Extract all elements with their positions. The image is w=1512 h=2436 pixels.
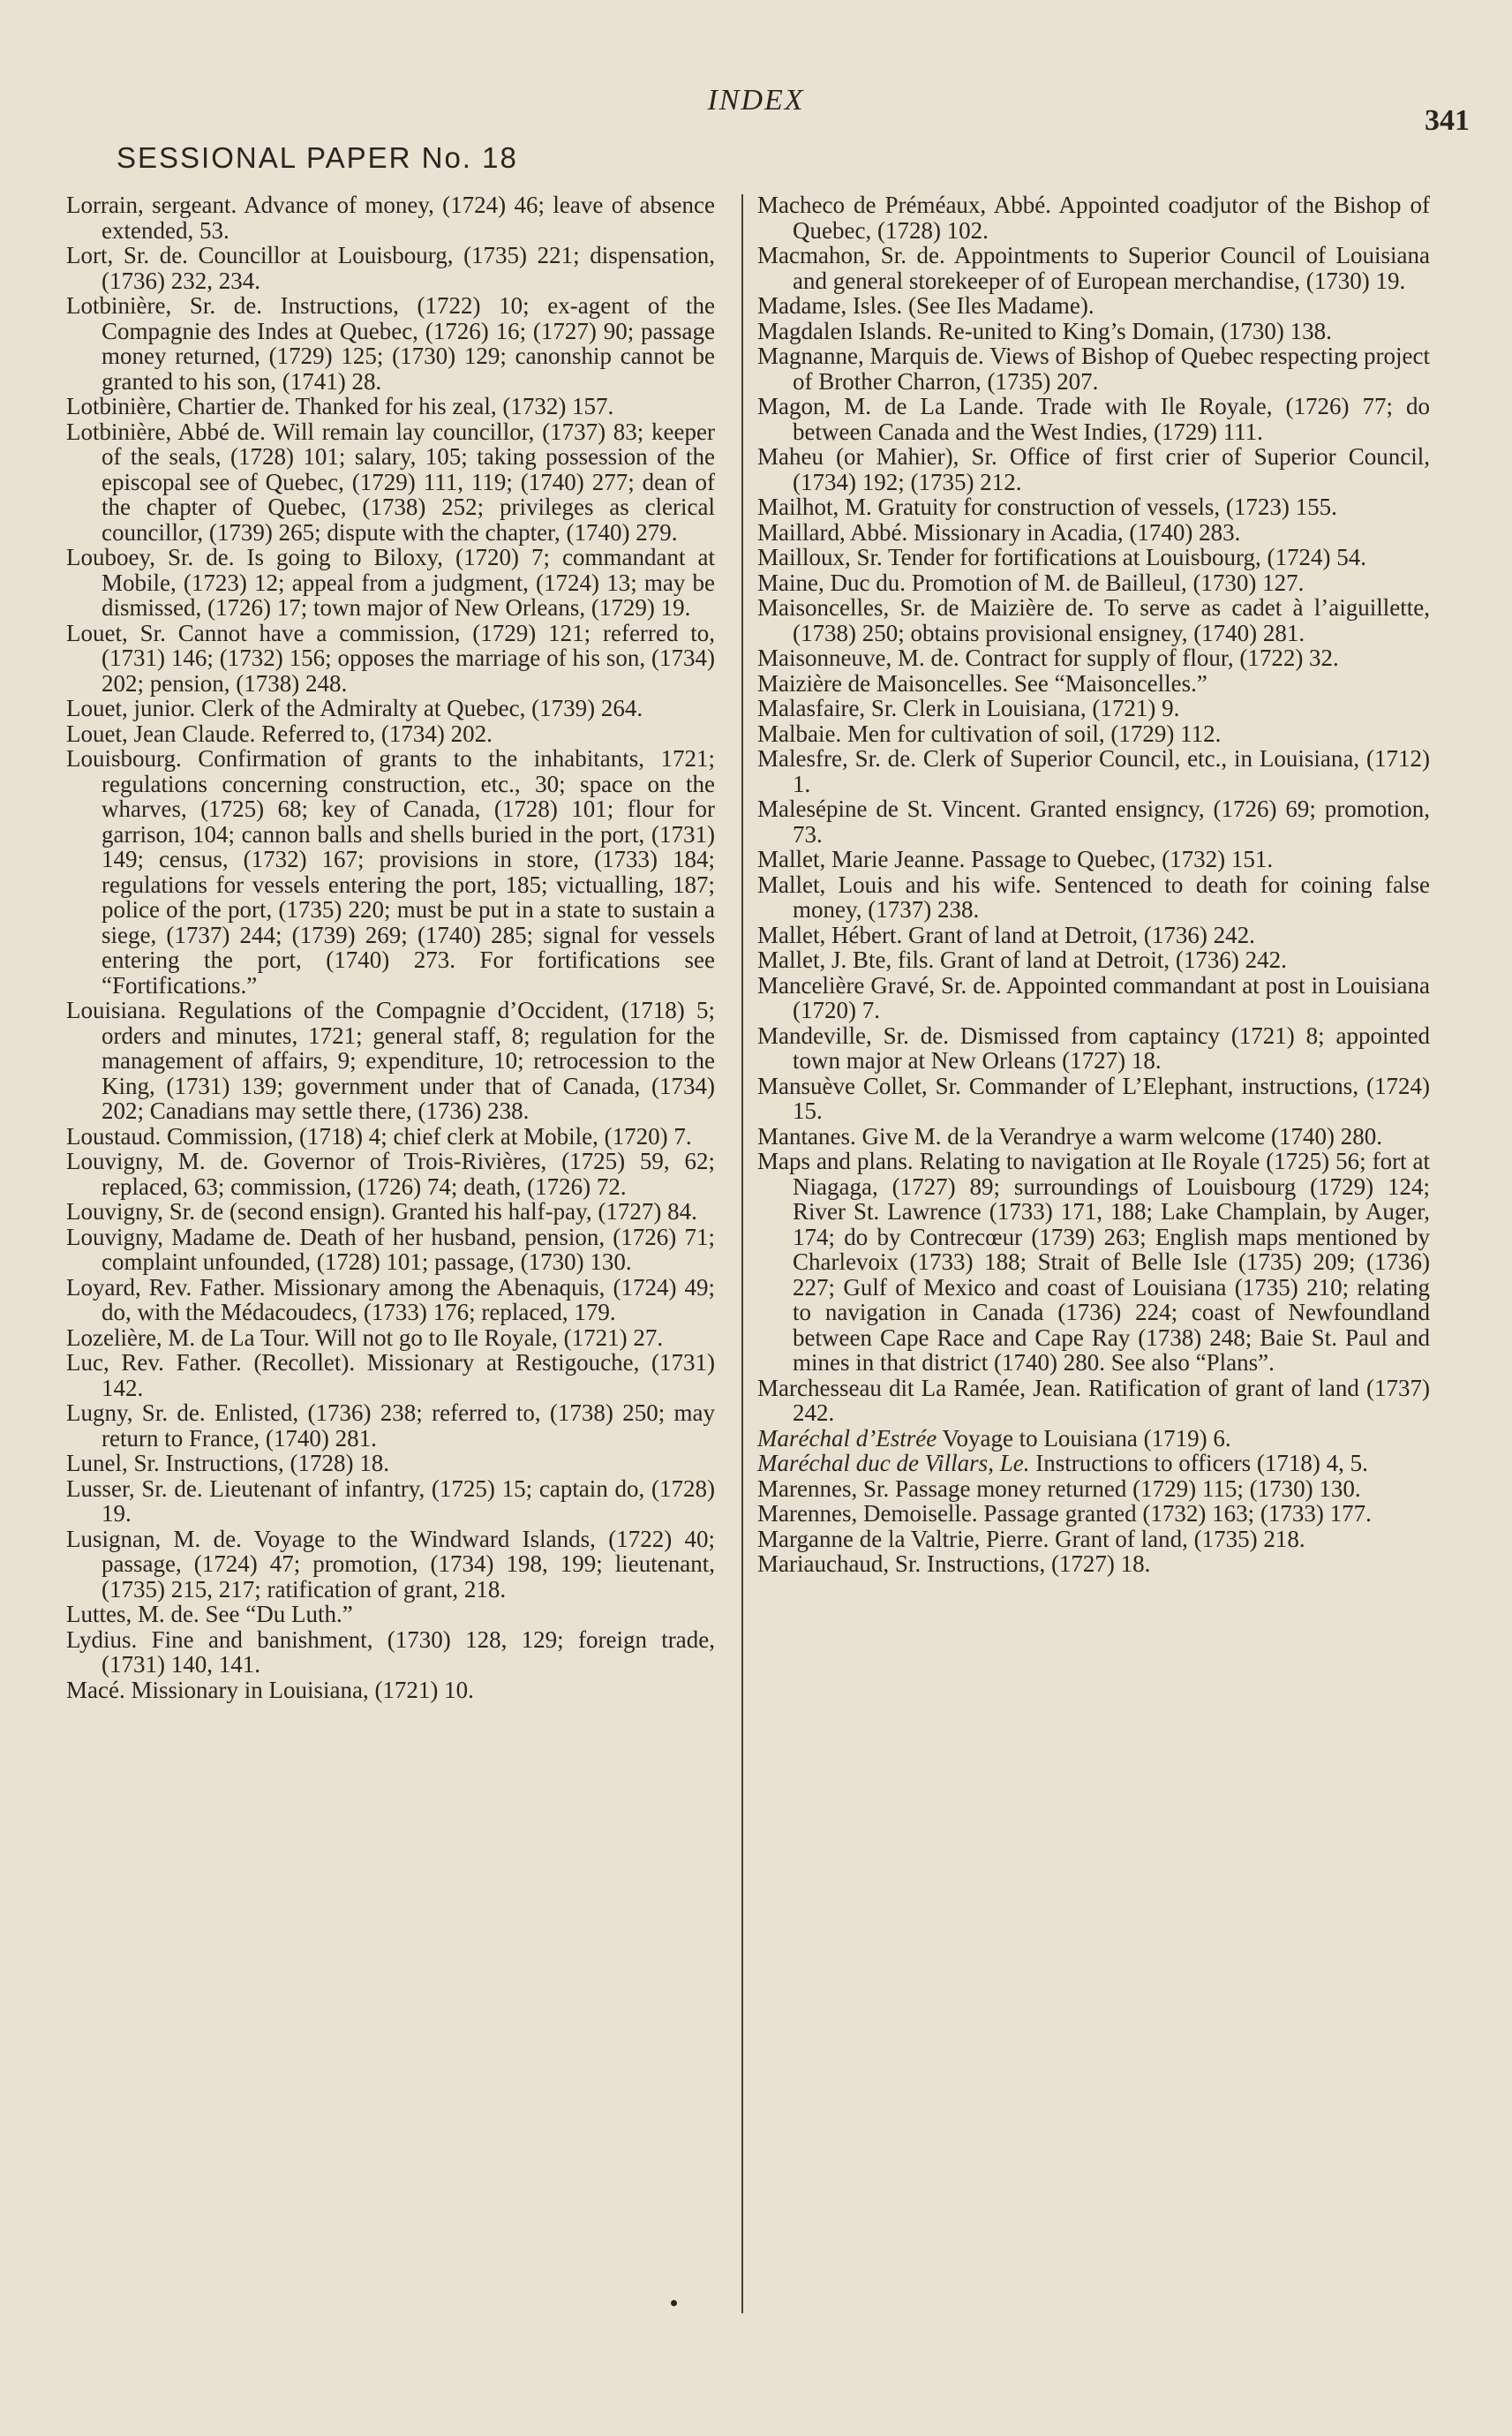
index-entry xyxy=(757,1074,1430,1124)
index-entry xyxy=(757,293,1430,319)
index-entry-references: Is going to Biloxy, (1720) 7; commandant at Mobile, (1723) 12; appeal from a judgment, (1724) 13; may be dismissed, (1726) 17; town major of New Orleans, (1729) 19. xyxy=(102,544,715,621)
index-entry-references: Contract for supply of flour, (1722) 32. xyxy=(959,645,1339,671)
index-entry-references: Will remain lay councillor, (1737) 83; keeper of the seals, (1728) 101; salary, 105; taking possession of the episcopal see of Quebec, (1729) 111, 119; (1740) 277; dean of the chapter of Quebec, (1738) 252; privileges as clerical councillor, (1739) 265; dispute with the chapter, (1740) 279. xyxy=(102,418,715,546)
index-entry-heading: Mallet, J. Bte, fils. xyxy=(757,946,935,973)
index-entry xyxy=(66,1124,715,1150)
index-entry xyxy=(757,1149,1430,1376)
index-entry-heading: Magnanne, Marquis de. xyxy=(757,343,984,369)
index-entry-heading: Lunel, Sr. xyxy=(66,1450,160,1476)
index-entry-references: Passage to Quebec, (1732) 151. xyxy=(965,846,1274,872)
index-entry-references: Ratification of grant of land (1737) 242. xyxy=(793,1374,1430,1426)
index-entry-heading: Louisiana. xyxy=(66,997,167,1023)
index-entry xyxy=(66,1400,715,1451)
index-entry-heading: Maillard, Abbé. xyxy=(757,518,908,546)
index-entry-heading: Maisoncelles, Sr. de Maizière de. xyxy=(757,594,1095,621)
index-entry-references: Voyage to Louisiana (1719) 6. xyxy=(937,1424,1231,1452)
index-entry-heading: Mantanes. xyxy=(757,1122,856,1150)
index-entry-references: Missionary at Restigouche, (1731) 142. xyxy=(102,1349,715,1401)
left-index-column xyxy=(66,192,715,1702)
index-entry-heading: Louisbourg. xyxy=(66,745,182,772)
index-entry-references: Relating to navigation at Ile Royale (1725) 56; fort at Niagaga, (1727) 89; surroundings of Louisbourg (1729) 124; River St. Lawrence (1733) 171, 188; Lake Champlain, by Auger, 174; do by Contrecœur (1739) 263; English maps mentioned by Charlevoix (1733) 188; Strait of Belle Isle (1735) 209; (1736) 227; Gulf of Mexico and coast of Louisiana (1735) 210; relating to navigation in Canada (1736) 224; coast of Newfoundland between Cape Race and Cape Ray (1738) 248; Baie St. Paul and mines in that district (1740) 280. See also “Plans”. xyxy=(793,1148,1430,1376)
index-entry xyxy=(66,1527,715,1603)
index-entry-heading: Louet, Jean Claude. xyxy=(66,720,256,747)
index-entry-heading: Lozelière, M. de La Tour. xyxy=(66,1324,310,1351)
index-entry xyxy=(757,394,1430,444)
index-entry-references: Views of Bishop of Quebec respecting project of Brother Charron, (1735) 207. xyxy=(793,343,1431,395)
index-entry xyxy=(66,998,715,1124)
index-entry-heading: Maps and plans. xyxy=(757,1148,914,1174)
index-entry-heading: Mallet, Louis and his wife. xyxy=(757,871,1042,898)
index-entry xyxy=(757,947,1430,973)
index-entry-references: Enlisted, (1736) 238; referred to, (1738) 250; may return to France, (1740) 281. xyxy=(102,1399,715,1452)
index-entry-heading: Marchesseau dit La Ramée, Jean. xyxy=(757,1374,1081,1401)
index-entry-heading: Marennes, Sr. xyxy=(757,1474,890,1502)
index-entry xyxy=(757,696,1430,721)
index-entry xyxy=(757,973,1430,1023)
index-entry xyxy=(757,1551,1430,1577)
index-entry-references: Councillor at Louisbourg, (1735) 221; dispensation, (1736) 232, 234. xyxy=(102,242,715,294)
index-entry-references: Grant of land at Detroit, (1736) 242. xyxy=(902,921,1255,948)
index-entry xyxy=(757,1527,1430,1552)
index-entry-references: Grant of land at Detroit, (1736) 242. xyxy=(934,946,1287,973)
index-entry-heading: Lotbinière, Abbé de. xyxy=(66,418,266,445)
index-entry-references: Voyage to the Windward Islands, (1722) 40; passage, (1724) 47; promotion, (1734) 198, 199; lieutenant, (1735) 215, 217; ratification of grant, 218. xyxy=(102,1525,715,1603)
index-entry-references: See “Maisoncelles.” xyxy=(1008,669,1207,697)
index-entry-heading: Macheco de Préméaux, Abbé. xyxy=(757,192,1051,218)
index-entry-references: Sentenced to death for coining false money, (1737) 238. xyxy=(793,871,1430,923)
index-entry-heading: Lort, Sr. de. xyxy=(66,242,188,268)
index-entry-heading: Luttes, M. de. xyxy=(66,1601,199,1627)
index-entry-references: Commander of L’Elephant, instructions, (1724) 15. xyxy=(793,1072,1430,1124)
index-entry xyxy=(757,343,1430,394)
index-entry-references: Grant of land, (1735) 218. xyxy=(1049,1525,1305,1552)
index-entry xyxy=(757,494,1430,520)
index-entry-references: Confirmation of grants to the inhabitants, 1721; regulations concerning construction, etc., 30; space on the wharves, (1725) 68; key of Canada, (1728) 101; flour for garrison, 104; cannon balls and shells buried in the port, (1731) 149; census, (1732) 167; provisions in store, (1733) 184; regulations for vessels entering the port, 185; victualling, 187; police of the port, (1735) 220; must be put in a state to sustain a siege, (1737) 244; (1739) 269; (1740) 285; signal for vessels entering the port, (1740) 273. For fortifications see “Fortifications.” xyxy=(102,745,715,999)
index-entry xyxy=(66,1350,715,1400)
index-entry-heading: Mailhot, M. xyxy=(757,494,872,520)
index-entry-references: Death of her husband, pension, (1726) 71; complaint unfounded, (1728) 101; passage, (1730) 130. xyxy=(102,1223,715,1275)
index-entry-heading: Lusser, Sr. de. xyxy=(66,1474,203,1502)
index-entry xyxy=(757,192,1430,243)
index-entry-heading: Louet, junior. xyxy=(66,695,196,721)
column-divider xyxy=(741,194,743,2313)
index-entry-references: Instructions to officers (1718) 4, 5. xyxy=(1029,1450,1368,1476)
index-entry-references: Clerk in Louisiana, (1721) 9. xyxy=(897,695,1180,721)
index-entry xyxy=(757,520,1430,546)
right-index-column xyxy=(757,192,1430,1577)
index-entry-heading: Louvigny, M. de. xyxy=(66,1148,249,1174)
index-entry-heading: Lotbinière, Chartier de. xyxy=(66,393,290,419)
index-entry xyxy=(757,645,1430,671)
index-entry-heading: Madame, Isles. xyxy=(757,292,903,319)
index-entry-references: Commission, (1718) 4; chief clerk at Mobile, (1720) 7. xyxy=(161,1122,692,1150)
index-entry-references: Cannot have a commission, (1729) 121; referred to, (1731) 146; (1732) 156; opposes the marriage of his son, (1734) 202; pension, (1738) 248. xyxy=(102,619,716,697)
index-entry xyxy=(757,872,1430,923)
index-entry-references: Trade with Ile Royale, (1726) 77; do between Canada and the West Indies, (1729) 111. xyxy=(793,393,1430,445)
index-entry xyxy=(66,545,715,621)
index-entry xyxy=(757,671,1430,697)
index-entry-heading: Lotbinière, Sr. de. xyxy=(66,292,262,319)
index-entry xyxy=(757,444,1430,494)
index-entry-references: Fine and banishment, (1730) 128, 129; foreign trade, (1731) 140, 141. xyxy=(102,1625,715,1678)
index-entry-heading: Magdalen Islands. xyxy=(757,317,932,344)
index-entry-references: Clerk of Superior Council, etc., in Louisiana, (1712) 1. xyxy=(793,745,1430,797)
index-entry xyxy=(757,1426,1430,1452)
index-entry-heading: Macmahon, Sr. de. xyxy=(757,242,945,268)
index-entry-references: Passage granted (1732) 163; (1733) 177. xyxy=(977,1500,1372,1527)
index-entry-heading: Maine, Duc du. xyxy=(757,569,906,596)
index-entry xyxy=(66,419,715,546)
index-entry-heading: Loustaud. xyxy=(66,1122,162,1150)
index-entry xyxy=(66,1225,715,1275)
index-entry xyxy=(66,1275,715,1325)
index-entry xyxy=(66,1149,715,1199)
index-entry-heading: Magon, M. de La Lande. xyxy=(757,393,1025,419)
printer-mark xyxy=(671,2300,677,2306)
index-entry xyxy=(66,621,715,697)
index-entry-heading: Maheu (or Mahier), Sr. xyxy=(757,443,997,470)
index-entry xyxy=(66,1325,715,1351)
index-entry-heading: Malesépine de St. Vincent. xyxy=(757,796,1021,822)
index-entry xyxy=(66,721,715,747)
index-entry-references: Granted ensigncy, (1726) 69; promotion, 73. xyxy=(793,796,1430,848)
index-entry-heading: Lorrain, sergeant. xyxy=(66,192,237,218)
index-entry-heading: Maréchal d’Estrée xyxy=(757,1424,937,1452)
index-entry xyxy=(66,1476,715,1527)
index-entry xyxy=(757,796,1430,847)
index-entry-references: Men for cultivation of soil, (1729) 112. xyxy=(841,720,1222,747)
index-entry-references: Lieutenant of infantry, (1725) 15; captain do, (1728) 19. xyxy=(102,1474,715,1527)
index-entry-heading: Maizière de Maisoncelles. xyxy=(757,669,1009,697)
page-number: 341 xyxy=(1425,104,1470,137)
index-entry xyxy=(757,319,1430,344)
index-entry-references: To serve as cadet à l’aiguillette, (1738) 250; obtains provisional ensigney, (1740) 281. xyxy=(793,594,1431,646)
index-entry-heading: Malasfaire, Sr. xyxy=(757,695,898,721)
index-entry xyxy=(757,545,1430,570)
index-entry-heading: Louet, Sr. xyxy=(66,619,166,646)
index-entry-heading: Lydius. xyxy=(66,1625,138,1653)
index-entry-heading: Marennes, Demoiselle. xyxy=(757,1500,978,1527)
index-entry xyxy=(757,1124,1430,1150)
index-entry-heading: Loyard, Rev. Father. xyxy=(66,1273,266,1301)
index-entry-heading: Mailloux, Sr. xyxy=(757,544,883,570)
index-entry-references: See “Du Luth.” xyxy=(199,1601,353,1627)
index-entry-references: Missionary in Louisiana, (1721) 10. xyxy=(124,1676,474,1703)
index-entry-heading: Mansuève Collet, Sr. xyxy=(757,1072,961,1099)
index-entry-references: Gratuity for construction of vessels, (1723) 155. xyxy=(871,494,1337,520)
index-entry-references: Will not go to Ile Royale, (1721) 27. xyxy=(309,1324,664,1351)
index-entry xyxy=(66,1627,715,1678)
index-entry xyxy=(66,1678,715,1703)
index-entry-heading: Malbaie. xyxy=(757,720,842,747)
index-entry-references: Missionary in Acadia, (1740) 283. xyxy=(907,518,1241,546)
index-entry xyxy=(757,721,1430,747)
index-entry-references: (See Iles Madame). xyxy=(902,292,1095,319)
index-entry xyxy=(757,746,1430,796)
index-entry-references: Instructions, (1722) 10; ex-agent of the Compagnie des Indes at Quebec, (1726) 16; (1727) 90; passage money returned, (1729) 125; (1730) 129; canonship cannot be granted to his son, (1741) 28. xyxy=(102,292,715,395)
index-entry-references: Referred to, (1734) 202. xyxy=(255,720,493,747)
index-entry-references: Thanked for his zeal, (1732) 157. xyxy=(290,393,614,419)
index-entry-references: Give M. de la Verandrye a warm welcome (1740) 280. xyxy=(855,1122,1383,1150)
index-entry-references: Dismissed from captaincy (1721) 8; appointed town major at New Orleans (1727) 18. xyxy=(793,1022,1430,1074)
index-entry-heading: Louvigny, Madame de. xyxy=(66,1223,292,1250)
index-entry xyxy=(66,746,715,998)
index-entry xyxy=(757,1476,1430,1502)
index-entry xyxy=(757,1451,1430,1476)
index-entry-references: Office of first crier of Superior Council, (1734) 192; (1735) 212. xyxy=(793,443,1430,495)
index-entry-references: Appointments to Superior Council of Louisiana and general storekeeper of of European merchandise, (1730) 19. xyxy=(793,242,1430,294)
index-entry-references: Passage money returned (1729) 115; (1730) 130. xyxy=(889,1474,1361,1502)
index-entry xyxy=(66,293,715,394)
index-entry xyxy=(757,847,1430,872)
running-title: INDEX xyxy=(707,84,805,117)
index-entry-references: Appointed commandant at post in Louisiana (1720) 7. xyxy=(793,971,1430,1023)
index-entry-heading: Mallet, Marie Jeanne. xyxy=(757,846,966,872)
index-entry-references: Promotion of M. de Bailleul, (1730) 127. xyxy=(905,569,1305,596)
index-entry-heading: Lugny, Sr. de. xyxy=(66,1399,206,1426)
index-entry-references: Governor of Trois-Rivières, (1725) 59, 62; replaced, 63; commission, (1726) 74; death, (1726) 72. xyxy=(102,1148,715,1200)
index-entry-heading: Louboey, Sr. de. xyxy=(66,544,235,570)
index-entry xyxy=(757,595,1430,645)
index-entry-heading: Lusignan, M. de. xyxy=(66,1525,242,1552)
index-entry-heading: Mancelière Gravé, Sr. de. xyxy=(757,971,1002,999)
index-entry-references: Clerk of the Admiralty at Quebec, (1739) 264. xyxy=(195,695,643,721)
index-entry-references: Advance of money, (1724) 46; leave of absence extended, 53. xyxy=(102,192,715,244)
index-entry-heading: Mallet, Hébert. xyxy=(757,921,903,948)
index-entry-heading: Louvigny, Sr. de (second ensign). xyxy=(66,1198,386,1225)
index-entry xyxy=(757,1376,1430,1426)
index-entry xyxy=(66,696,715,721)
index-entry xyxy=(66,1199,715,1225)
index-entry-references: Granted his half-pay, (1727) 84. xyxy=(385,1198,697,1225)
index-entry-heading: Mariauchaud, Sr. xyxy=(757,1550,921,1577)
index-entry-references: Instructions, (1727) 18. xyxy=(921,1550,1151,1577)
index-entry-heading: Maréchal duc de Villars, Le. xyxy=(757,1450,1030,1476)
index-entry-heading: Luc, Rev. Father. (Recollet). xyxy=(66,1349,356,1376)
index-entry xyxy=(757,243,1430,293)
index-entry-references: Appointed coadjutor of the Bishop of Quebec, (1728) 102. xyxy=(793,192,1430,244)
index-entry-references: Instructions, (1728) 18. xyxy=(159,1450,389,1476)
index-entry-heading: Malesfre, Sr. de. xyxy=(757,745,916,772)
index-entry xyxy=(66,394,715,419)
index-entry-heading: Mandeville, Sr. de. xyxy=(757,1022,949,1049)
index-entry xyxy=(757,1023,1430,1074)
index-entry-references: Regulations of the Compagnie d’Occident, (1718) 5; orders and minutes, 1721; general staff, 8; regulation for the management of affairs, 9; expenditure, 10; retrocession to the King, (1731) 139; government under that of Canada, (1734) 202; Canadians may settle there, (1736) 238. xyxy=(102,997,715,1124)
index-entry xyxy=(66,1602,715,1627)
index-entry xyxy=(757,1501,1430,1527)
sessional-paper-label: SESSIONAL PAPER No. 18 xyxy=(117,141,518,174)
index-entry xyxy=(66,243,715,293)
index-entry-references: Tender for fortifications at Louisbourg, (1724) 54. xyxy=(882,544,1367,570)
index-entry-references: Missionary among the Abenaquis, (1724) 49; do, with the Médacoudecs, (1733) 176; replaced, 179. xyxy=(102,1273,715,1325)
index-entry xyxy=(66,1451,715,1476)
index-entry-heading: Macé. xyxy=(66,1676,125,1703)
index-entry xyxy=(757,570,1430,596)
index-entry-heading: Maisonneuve, M. de. xyxy=(757,645,959,671)
index-entry-references: Re-united to King’s Domain, (1730) 138. xyxy=(931,317,1332,344)
index-entry xyxy=(757,923,1430,948)
index-entry xyxy=(66,192,715,243)
index-entry-heading: Marganne de la Valtrie, Pierre. xyxy=(757,1525,1049,1552)
